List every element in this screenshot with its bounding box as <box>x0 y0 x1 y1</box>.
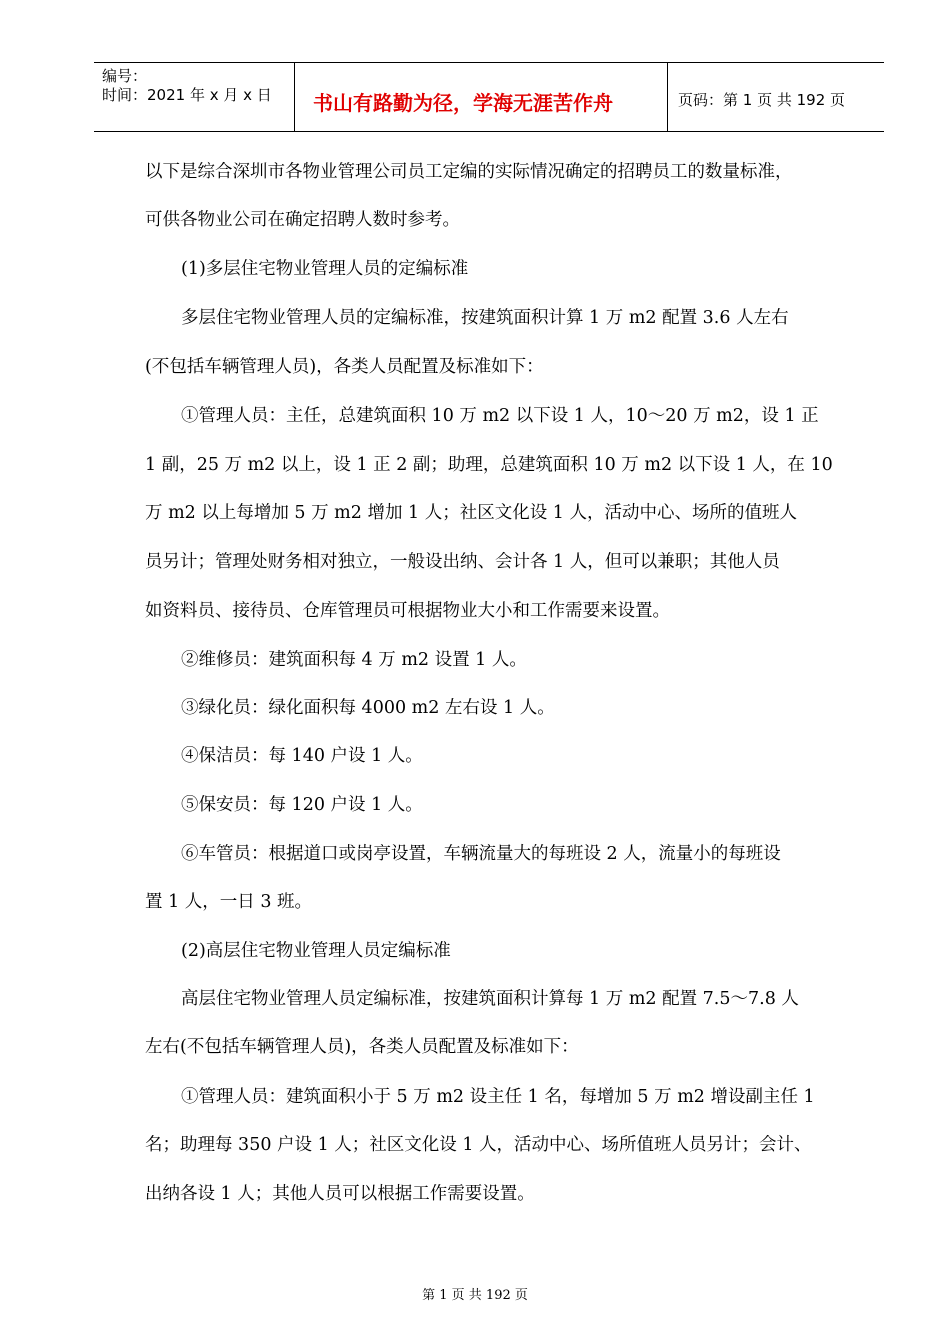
body-line: 出纳各设 1 人；其他人员可以根据工作需要设置。 <box>145 1184 535 1204</box>
footer-page-number: 第 1 页 共 192 页 <box>422 1288 528 1303</box>
page-header <box>94 62 884 132</box>
section-heading: (1)多层住宅物业管理人员的定编标准 <box>181 259 469 279</box>
header-page-code: 页码：第 1 页 共 192 页 <box>678 91 846 109</box>
header-motto: 书山有路勤为径，学海无涯苦作舟 <box>313 91 613 115</box>
section-heading: (2)高层住宅物业管理人员定编标准 <box>181 941 451 961</box>
body-line: 万 m2 以上每增加 5 万 m2 增加 1 人；社区文化设 1 人，活动中心、场所的值班人 <box>145 503 797 523</box>
body-line: 多层住宅物业管理人员的定编标准，按建筑面积计算 1 万 m2 配置 3.6 人左右 <box>181 308 789 328</box>
header-meta-cell <box>94 63 295 131</box>
header-motto-cell <box>295 63 668 131</box>
body-line: 以下是综合深圳市各物业管理公司员工定编的实际情况确定的招聘员工的数量标准， <box>145 162 793 182</box>
body-line: 名；助理每 350 户设 1 人；社区文化设 1 人，活动中心、场所值班人员另计；会计、 <box>145 1135 812 1155</box>
body-line: ④保洁员：每 140 户设 1 人。 <box>181 746 423 766</box>
header-page-cell <box>668 63 884 131</box>
body-line: 如资料员、接待员、仓库管理员可根据物业大小和工作需要来设置。 <box>145 601 670 621</box>
document-number-label: 编号： <box>102 67 148 85</box>
body-line: (不包括车辆管理人员)，各类人员配置及标准如下： <box>145 357 544 377</box>
body-line: 员另计；管理处财务相对独立，一般设出纳、会计各 1 人，但可以兼职；其他人员 <box>145 552 780 572</box>
body-line: 高层住宅物业管理人员定编标准，按建筑面积计算每 1 万 m2 配置 7.5～7.8 人 <box>181 989 799 1009</box>
body-line: ⑥车管员：根据道口或岗亭设置，车辆流量大的每班设 2 人，流量小的每班设 <box>181 844 781 864</box>
body-line: 置 1 人，一日 3 班。 <box>145 892 313 912</box>
body-line: 可供各物业公司在确定招聘人数时参考。 <box>145 210 460 230</box>
page-footer <box>0 1284 950 1303</box>
body-line: ②维修员：建筑面积每 4 万 m2 设置 1 人。 <box>181 650 527 670</box>
document-time-label: 时间：2021 年 x 月 x 日 <box>102 86 272 104</box>
body-line: ①管理人员：主任，总建筑面积 10 万 m2 以下设 1 人，10～20 万 m2，设 1 正 <box>181 406 819 426</box>
body-line: 左右(不包括车辆管理人员)，各类人员配置及标准如下： <box>145 1037 579 1057</box>
body-line: 1 副，25 万 m2 以上，设 1 正 2 副；助理，总建筑面积 10 万 m2 以下设 1 人，在 10 <box>145 455 833 475</box>
body-line: ③绿化员：绿化面积每 4000 m2 左右设 1 人。 <box>181 698 555 718</box>
body-line: ⑤保安员：每 120 户设 1 人。 <box>181 795 423 815</box>
body-line: ①管理人员：建筑面积小于 5 万 m2 设主任 1 名，每增加 5 万 m2 增设副主任 1 <box>181 1087 815 1107</box>
